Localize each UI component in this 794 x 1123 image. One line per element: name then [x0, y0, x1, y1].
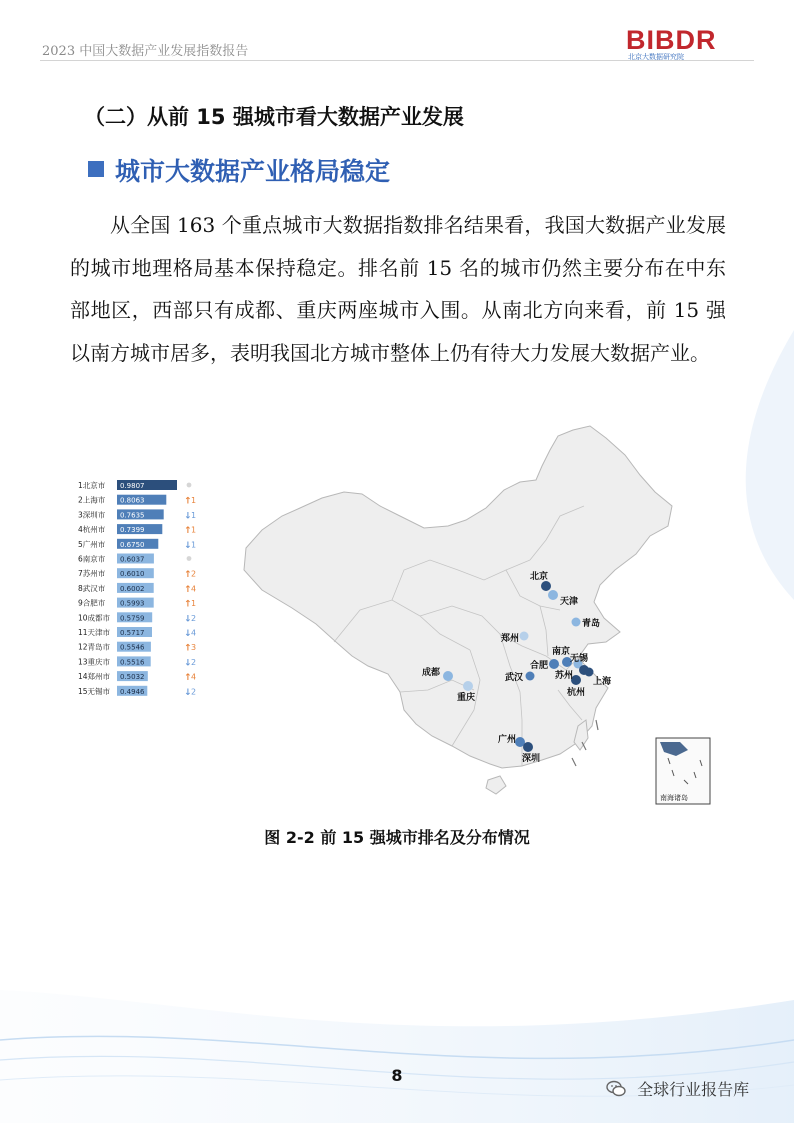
rank-city-label: 2上海市	[78, 495, 106, 505]
rank-down-arrow-icon: ↓	[184, 540, 192, 551]
rank-value-label: 0.6002	[120, 584, 145, 593]
rank-city-label: 5广州市	[78, 539, 106, 549]
city-label: 上海	[593, 677, 612, 687]
city-dot-beijing	[541, 581, 551, 591]
rank-change-value: 1	[191, 525, 197, 535]
rank-city-label: 3深圳市	[78, 510, 106, 520]
city-ranking-figure	[0, 420, 794, 810]
rank-up-arrow-icon: ↑	[184, 570, 192, 581]
rank-value-label: 0.5993	[120, 599, 145, 608]
inset-label: 南海诸岛	[660, 794, 688, 802]
rank-down-arrow-icon: ↓	[184, 629, 192, 639]
rank-value-label: 0.7635	[120, 511, 145, 520]
hainan-island	[486, 776, 506, 794]
city-label: 青岛	[582, 619, 601, 629]
rank-up-arrow-icon: ↑	[184, 643, 192, 654]
rank-up-arrow-icon: ↑	[184, 526, 192, 537]
rank-down-arrow-icon: ↓	[184, 614, 192, 625]
south-china-sea-inset	[656, 738, 710, 804]
city-label: 无锡	[570, 654, 589, 664]
city-label: 杭州	[567, 688, 586, 698]
rank-value-label: 0.4946	[120, 687, 145, 696]
rank-city-label: 14郑州市	[78, 672, 111, 682]
rank-city-label: 8武汉市	[78, 583, 106, 593]
rank-city-label: 4杭州市	[78, 525, 106, 535]
logo-subtitle: 北京大数据研究院	[628, 53, 684, 61]
city-label: 广州	[498, 735, 517, 745]
rank-down-arrow-icon: ↓	[184, 658, 192, 669]
rank-value-label: 0.6010	[120, 570, 145, 579]
wechat-icon	[606, 1080, 626, 1098]
report-title: 2023 中国大数据产业发展指数报告	[42, 44, 249, 59]
ranking-list	[78, 480, 196, 698]
rank-value-label: 0.9807	[120, 482, 145, 490]
rank-city-label: 12青岛市	[78, 642, 111, 652]
rank-value-label: 0.8063	[120, 496, 145, 505]
city-dot-shenzhen	[523, 742, 533, 752]
rank-value-label: 0.6037	[120, 555, 145, 564]
rank-change-value: 1	[191, 599, 197, 609]
city-dot-hefei	[549, 659, 559, 669]
city-dot-chongqing	[463, 681, 473, 691]
rank-unchanged-icon	[187, 556, 192, 561]
city-label: 深圳	[522, 754, 541, 764]
rank-city-label: 9合肥市	[78, 598, 106, 608]
city-label: 天津	[560, 597, 579, 607]
rank-value-label: 0.5032	[120, 673, 145, 682]
rank-change-value: 3	[191, 643, 197, 653]
rank-change-value: 1	[191, 510, 197, 520]
figure-caption: 图 2-2 前 15 强城市排名及分布情况	[264, 828, 530, 847]
rank-city-label: 6南京市	[78, 554, 106, 564]
city-label: 合肥	[530, 661, 549, 671]
body-paragraph: 从全国 163 个重点城市大数据指数排名结果看，我国大数据产业发展的城市地理格局基本保持稳定。排名前 15 名的城市仍然主要分布在中东部地区，西部只有成都、重庆两座城市入围。从南北方向来看，前 15 强以南方城市居多，表明我国北方城市整体上仍有待大力发展大数据产业。	[70, 213, 726, 365]
rank-change-value: 4	[191, 584, 197, 594]
city-label: 苏州	[555, 671, 574, 681]
city-label: 重庆	[457, 693, 476, 703]
city-label: 成都	[422, 668, 441, 678]
rank-city-label: 15无锡市	[78, 686, 111, 696]
rank-down-arrow-icon: ↓	[184, 511, 192, 522]
rank-city-label: 7苏州市	[78, 569, 106, 579]
rank-city-label: 13重庆市	[78, 657, 111, 667]
rank-value-label: 0.6750	[120, 540, 145, 549]
rank-up-arrow-icon: ↑	[184, 599, 192, 610]
city-dot-shanghai	[585, 668, 594, 677]
rank-city-label: 10成都市	[78, 613, 111, 623]
city-label: 北京	[530, 572, 549, 582]
rank-up-arrow-icon: ↑	[184, 673, 192, 684]
rank-change-value: 2	[191, 613, 197, 623]
city-dot-wuhan	[526, 672, 535, 681]
city-dot-qingdao	[572, 618, 581, 627]
city-dot-tianjin	[548, 590, 558, 600]
section-title: （二）从前 15 强城市看大数据产业发展	[84, 105, 464, 129]
subsection-title: 城市大数据产业格局稳定	[115, 157, 391, 186]
city-label: 武汉	[505, 673, 524, 683]
rank-value-label: 0.5717	[120, 629, 145, 637]
rank-change-value: 2	[191, 569, 197, 579]
rank-value-label: 0.7399	[120, 526, 145, 535]
rank-down-arrow-icon: ↓	[184, 687, 192, 698]
logo-text: BIBDR	[626, 25, 717, 55]
rank-value-label: 0.5516	[120, 658, 145, 667]
square-bullet-icon	[88, 161, 104, 177]
wechat-watermark	[606, 1077, 749, 1100]
city-label: 南京	[552, 647, 571, 657]
rank-change-value: 2	[191, 657, 197, 667]
rank-change-value: 1	[191, 496, 197, 506]
city-dot-chengdu	[443, 671, 453, 681]
china-map	[244, 426, 672, 768]
rank-up-arrow-icon: ↑	[184, 584, 192, 595]
rank-unchanged-icon	[187, 483, 192, 488]
city-label: 郑州	[501, 634, 520, 644]
watermark-text: 全球行业报告库	[637, 1080, 750, 1099]
rank-change-value: 1	[191, 540, 197, 550]
page-number: 8	[391, 1066, 403, 1085]
rank-city-label: 11天津市	[78, 628, 111, 637]
rank-up-arrow-icon: ↑	[184, 496, 192, 507]
bibdr-logo	[626, 27, 758, 61]
rank-change-value: 4	[191, 628, 197, 638]
rank-change-value: 4	[191, 672, 197, 682]
rank-value-label: 0.5759	[120, 614, 145, 623]
rank-change-value: 2	[191, 687, 197, 697]
rank-city-label: 1北京市	[78, 481, 106, 490]
rank-value-label: 0.5546	[120, 643, 145, 652]
city-dot-zhengzhou	[520, 632, 529, 641]
